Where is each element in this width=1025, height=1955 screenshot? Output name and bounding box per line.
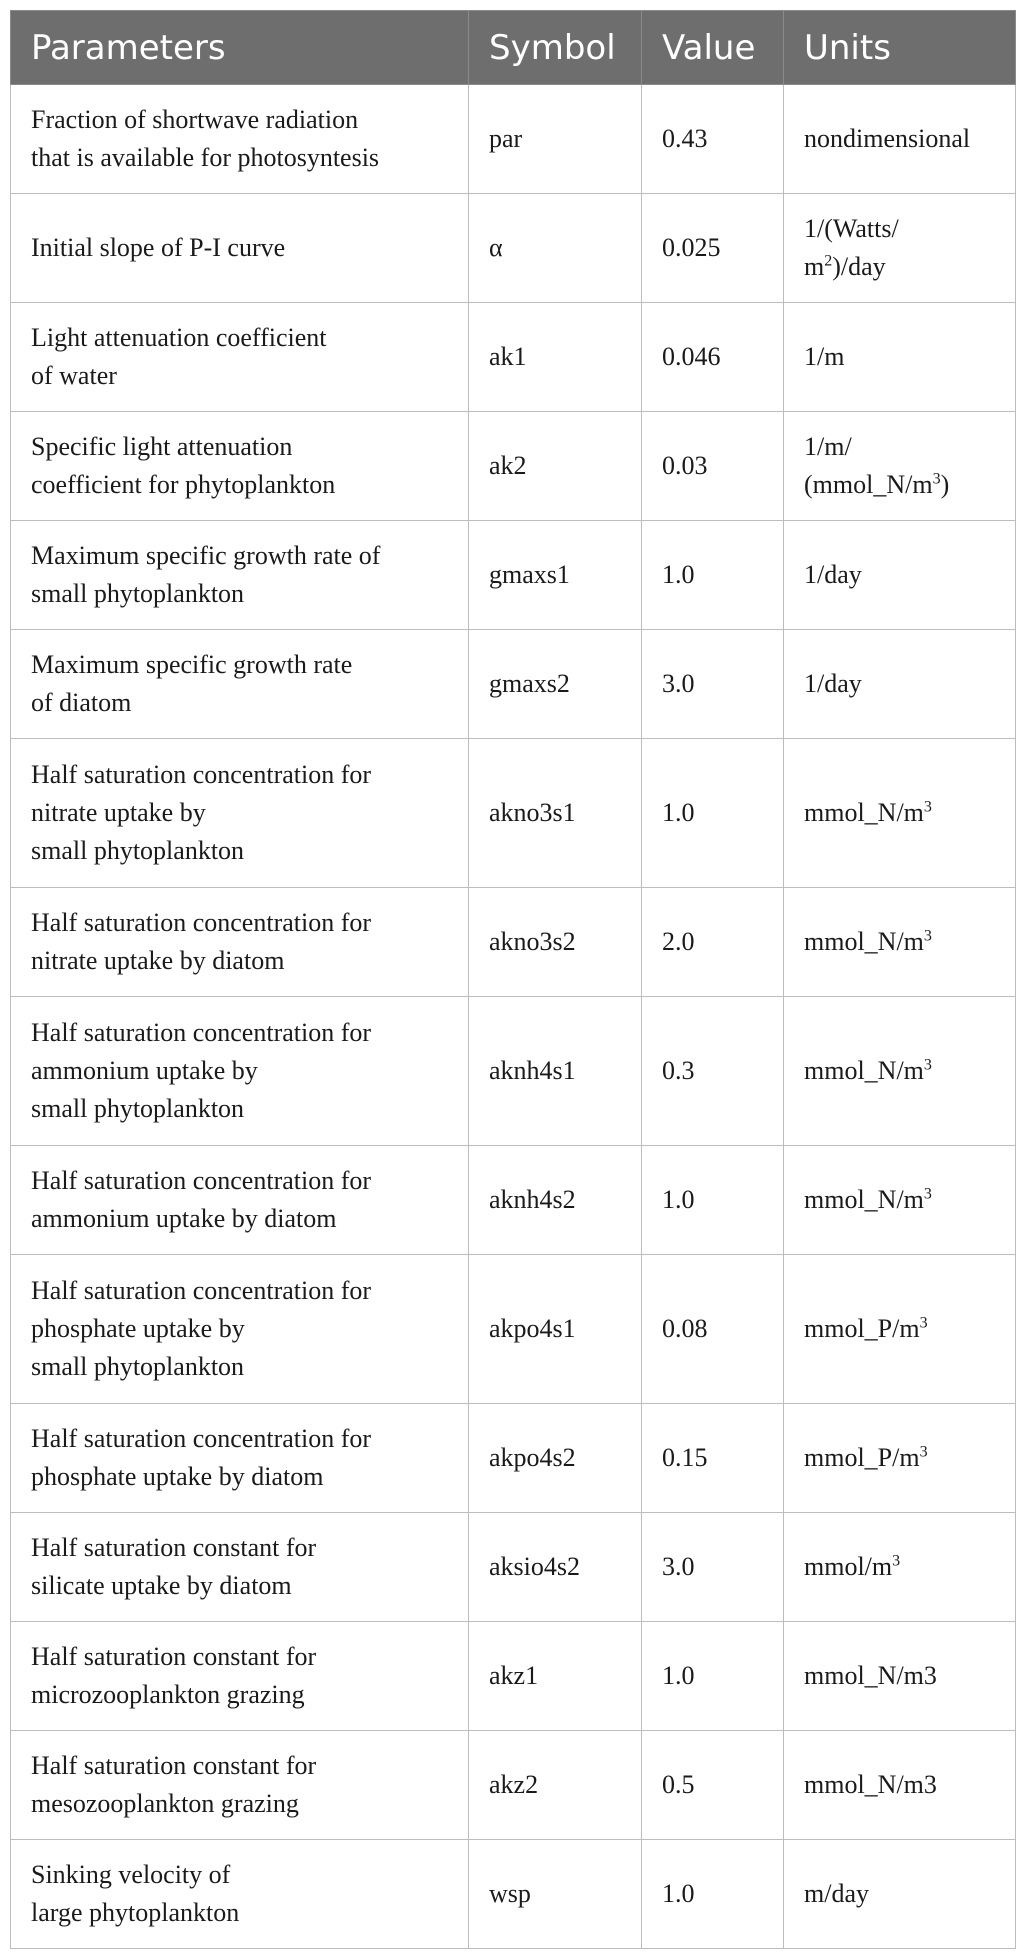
cell-value: 1.0 — [642, 521, 784, 630]
cell-parameter — [11, 1840, 469, 1949]
cell-parameter — [11, 888, 469, 997]
parameter-table-container — [10, 10, 1015, 1949]
parameter-line: Sinking velocity of — [31, 1860, 231, 1889]
unit-exponent: 3 — [919, 1314, 928, 1332]
header-value: Value — [642, 11, 784, 85]
cell-symbol: akz1 — [469, 1622, 642, 1731]
cell-units — [784, 521, 1016, 630]
units-line: $(mmol\_N/m^3)$ — [804, 470, 950, 499]
parameter-line: Maximum specific growth rate — [31, 650, 353, 679]
parameter-line: mesozooplankton grazing — [31, 1789, 299, 1818]
parameter-line: Light attenuation coefficient — [31, 323, 327, 352]
unit-exponent: 3 — [923, 927, 932, 945]
header-units: Units — [784, 11, 1016, 85]
cell-parameter — [11, 194, 469, 303]
cell-units — [784, 194, 1016, 303]
cell-parameter — [11, 1255, 469, 1404]
cell-value: 0.43 — [642, 85, 784, 194]
parameter-line: Half saturation concentration for — [31, 1276, 372, 1305]
units-line: 1/m — [804, 342, 845, 371]
cell-parameter — [11, 1513, 469, 1622]
unit-exponent: 2 — [824, 252, 833, 270]
header-parameters: Parameters — [11, 11, 469, 85]
cell-units — [784, 412, 1016, 521]
table-header — [11, 11, 1016, 85]
cell-symbol: ak1 — [469, 303, 642, 412]
cell-value: 0.08 — [642, 1255, 784, 1404]
cell-value: 0.15 — [642, 1404, 784, 1513]
unit-exponent: 3 — [919, 1443, 928, 1461]
parameter-line: nitrate uptake by diatom — [31, 946, 285, 975]
table-row — [11, 412, 1016, 521]
cell-symbol: α — [469, 194, 642, 303]
parameter-line: microzooplankton grazing — [31, 1680, 305, 1709]
cell-symbol: par — [469, 85, 642, 194]
parameter-line: small phytoplankton — [31, 579, 245, 608]
parameter-line: Half saturation constant for — [31, 1751, 317, 1780]
units-line: nondimensional — [804, 124, 971, 153]
unit-exponent: 3 — [923, 1056, 932, 1074]
cell-parameter — [11, 303, 469, 412]
parameter-line: coefficient for phytoplankton — [31, 470, 336, 499]
parameter-line: Half saturation constant for — [31, 1642, 317, 1671]
cell-units — [784, 1513, 1016, 1622]
parameter-line: Half saturation concentration for — [31, 1166, 372, 1195]
parameter-line: Half saturation concentration for — [31, 908, 372, 937]
parameter-line: small phytoplankton — [31, 836, 245, 865]
table-row — [11, 194, 1016, 303]
units-line: 1/m/ — [804, 432, 852, 461]
units-line: mmol/$m^3$ — [804, 1552, 901, 1581]
table-row — [11, 739, 1016, 888]
units-line: mmol_N/m3 — [804, 1770, 937, 1799]
cell-symbol: gmaxs1 — [469, 521, 642, 630]
table-row — [11, 303, 1016, 412]
table-row — [11, 1404, 1016, 1513]
cell-value: 0.025 — [642, 194, 784, 303]
cell-symbol: gmaxs2 — [469, 630, 642, 739]
cell-value: 3.0 — [642, 1513, 784, 1622]
cell-units — [784, 1622, 1016, 1731]
cell-symbol: akpo4s2 — [469, 1404, 642, 1513]
units-line: 1/day — [804, 669, 862, 698]
cell-units — [784, 1840, 1016, 1949]
cell-parameter — [11, 85, 469, 194]
parameter-line: nitrate uptake by — [31, 798, 206, 827]
cell-symbol: akno3s2 — [469, 888, 642, 997]
table-row — [11, 521, 1016, 630]
cell-units — [784, 739, 1016, 888]
cell-value: 1.0 — [642, 1146, 784, 1255]
cell-units — [784, 85, 1016, 194]
parameter-line: phosphate uptake by — [31, 1314, 245, 1343]
parameter-line: phosphate uptake by diatom — [31, 1462, 324, 1491]
cell-symbol: akz2 — [469, 1731, 642, 1840]
cell-symbol: aksio4s2 — [469, 1513, 642, 1622]
cell-units — [784, 1146, 1016, 1255]
units-line: $mmol\_N/m^3$ — [804, 798, 932, 827]
parameter-line: of diatom — [31, 688, 132, 717]
units-line: m/day — [804, 1879, 869, 1908]
cell-value: 0.5 — [642, 1731, 784, 1840]
cell-symbol: aknh4s2 — [469, 1146, 642, 1255]
cell-units — [784, 1255, 1016, 1404]
parameter-line: Half saturation concentration for — [31, 1018, 372, 1047]
table-row — [11, 1255, 1016, 1404]
table-row — [11, 1513, 1016, 1622]
units-line: $mmol\_P/m^3$ — [804, 1443, 928, 1472]
header-row — [11, 11, 1016, 85]
parameter-line: small phytoplankton — [31, 1352, 245, 1381]
parameter-line: Fraction of shortwave radiation — [31, 105, 359, 134]
units-line: $mmol\_N/m^3$ — [804, 1185, 932, 1214]
cell-value: 1.0 — [642, 1622, 784, 1731]
cell-units — [784, 630, 1016, 739]
cell-parameter — [11, 630, 469, 739]
units-line: 1/day — [804, 560, 862, 589]
cell-value: 0.3 — [642, 997, 784, 1146]
cell-symbol: akpo4s1 — [469, 1255, 642, 1404]
parameter-line: Initial slope of P-I curve — [31, 233, 286, 262]
parameter-line: Half saturation constant for — [31, 1533, 317, 1562]
unit-exponent: 3 — [932, 470, 941, 488]
table-row — [11, 85, 1016, 194]
cell-parameter — [11, 412, 469, 521]
cell-symbol: wsp — [469, 1840, 642, 1949]
table-row — [11, 1840, 1016, 1949]
cell-units — [784, 1731, 1016, 1840]
units-line: $mmol\_N/m^3$ — [804, 927, 932, 956]
table-body — [11, 85, 1016, 1949]
units-line: $mmol\_P/m^3$ — [804, 1314, 928, 1343]
cell-symbol: ak2 — [469, 412, 642, 521]
parameter-line: ammonium uptake by diatom — [31, 1204, 337, 1233]
cell-units — [784, 1404, 1016, 1513]
cell-parameter — [11, 1404, 469, 1513]
cell-units — [784, 303, 1016, 412]
units-line: 1/(Watts/ — [804, 214, 899, 243]
table-row — [11, 1146, 1016, 1255]
table-row — [11, 997, 1016, 1146]
units-line: $m^2$)/day — [804, 252, 886, 281]
table-row — [11, 1731, 1016, 1840]
parameter-line: Half saturation concentration for — [31, 1424, 372, 1453]
parameter-line: Maximum specific growth rate of — [31, 541, 381, 570]
parameter-line: Specific light attenuation — [31, 432, 293, 461]
cell-units — [784, 888, 1016, 997]
table-row — [11, 1622, 1016, 1731]
parameter-line: of water — [31, 361, 117, 390]
parameter-line: silicate uptake by diatom — [31, 1571, 292, 1600]
cell-value: 2.0 — [642, 888, 784, 997]
unit-exponent: 3 — [892, 1552, 901, 1570]
parameter-table — [10, 10, 1016, 1949]
cell-parameter — [11, 1622, 469, 1731]
cell-value: 1.0 — [642, 1840, 784, 1949]
cell-value: 3.0 — [642, 630, 784, 739]
cell-parameter — [11, 1731, 469, 1840]
cell-parameter — [11, 739, 469, 888]
cell-parameter — [11, 997, 469, 1146]
cell-value: 0.046 — [642, 303, 784, 412]
cell-symbol: aknh4s1 — [469, 997, 642, 1146]
table-row — [11, 888, 1016, 997]
cell-symbol: akno3s1 — [469, 739, 642, 888]
parameter-line: large phytoplankton — [31, 1898, 240, 1927]
cell-units — [784, 997, 1016, 1146]
header-symbol: Symbol — [469, 11, 642, 85]
cell-value: 1.0 — [642, 739, 784, 888]
units-line: mmol_N/m3 — [804, 1661, 937, 1690]
unit-exponent: 3 — [923, 798, 932, 816]
cell-value: 0.03 — [642, 412, 784, 521]
parameter-line: Half saturation concentration for — [31, 760, 372, 789]
unit-exponent: 3 — [923, 1185, 932, 1203]
cell-parameter — [11, 521, 469, 630]
units-line: $mmol\_N/m^3$ — [804, 1056, 932, 1085]
parameter-line: that is available for photosyntesis — [31, 143, 380, 172]
parameter-line: ammonium uptake by — [31, 1056, 258, 1085]
parameter-line: small phytoplankton — [31, 1094, 245, 1123]
cell-parameter — [11, 1146, 469, 1255]
table-row — [11, 630, 1016, 739]
